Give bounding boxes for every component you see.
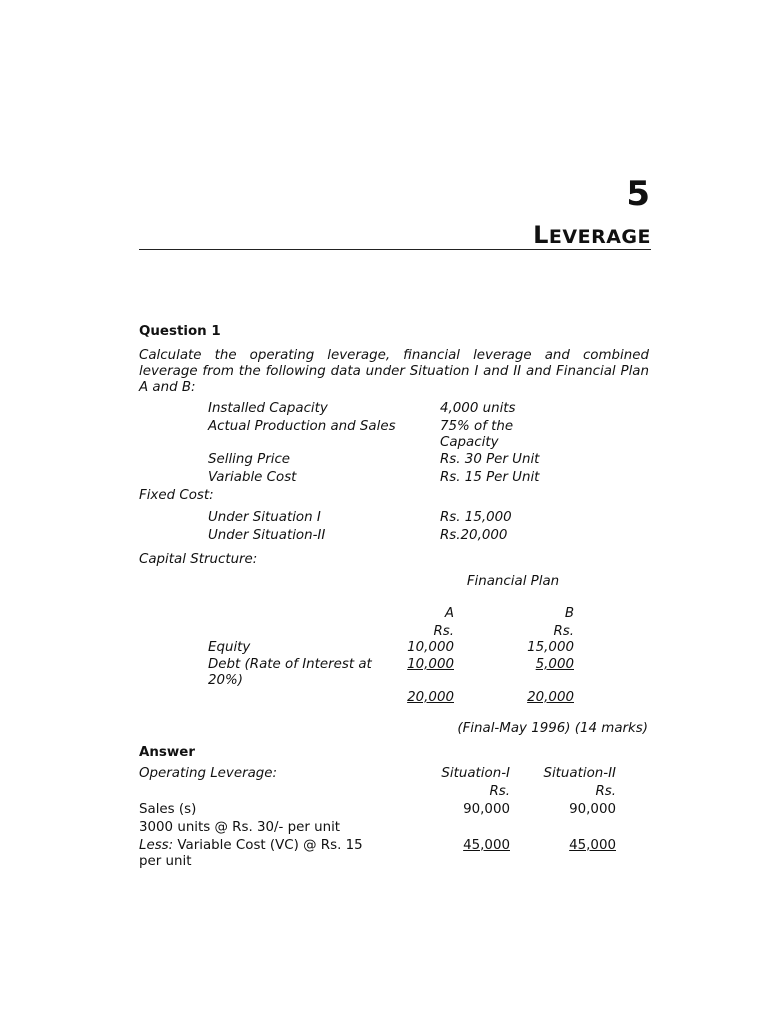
fixed-cost-label: Fixed Cost:: [139, 488, 214, 503]
sales-note: 3000 units @ Rs. 30/- per unit: [139, 820, 341, 835]
vc-situation-1: [420, 838, 510, 854]
sales-situation-2: 90,000: [569, 802, 616, 817]
situation-2-header: Situation-II: [543, 766, 616, 781]
fixed-cost-value-situation-2: Rs.20,000: [440, 528, 508, 543]
equity-plan-a: 10,000: [407, 640, 454, 655]
question-text: Calculate the operating leverage, financial leverage and combined leverage from the following data under Situation I and II and Financial Plan A and B:: [139, 348, 649, 395]
debt-plan-b: [515, 657, 574, 673]
situation-1-currency: Rs.: [489, 784, 510, 799]
capital-label-equity: Equity: [208, 640, 251, 655]
chapter-title-initial: L: [533, 221, 549, 249]
question-source: (Final-May 1996) (14 marks): [457, 721, 648, 736]
sales-label: Sales (s): [139, 802, 197, 817]
situation-2-currency: Rs.: [595, 784, 616, 799]
plan-a-header: A: [444, 606, 454, 621]
total-plan-a: [395, 690, 454, 706]
total-plan-b: [515, 690, 574, 706]
plan-b-header: B: [564, 606, 574, 621]
chapter-title-rest: EVERAGE: [548, 226, 651, 248]
chapter-title: [440, 222, 651, 250]
less-prefix: Less:: [139, 838, 174, 853]
data-label-selling-price: Selling Price: [208, 452, 291, 467]
situation-1-header: Situation-I: [441, 766, 510, 781]
fixed-cost-label-situation-1: Under Situation I: [208, 510, 321, 525]
plan-b-currency: Rs.: [553, 624, 574, 639]
title-rule: [139, 249, 651, 250]
plan-a-currency: Rs.: [433, 624, 454, 639]
less-variable-cost-label: [139, 838, 369, 870]
sales-situation-1: 90,000: [463, 802, 510, 817]
vc-situation-2: [520, 838, 616, 854]
data-value-selling-price: Rs. 30 Per Unit: [440, 452, 540, 467]
chapter-number: 5: [626, 174, 650, 214]
vc-situation-2-value: 45,000: [569, 838, 616, 853]
total-plan-b-value: 20,000: [527, 690, 574, 705]
variable-cost-text: Variable Cost (VC) @ Rs. 15 per unit: [139, 838, 363, 869]
data-value-variable-cost: Rs. 15 Per Unit: [440, 470, 540, 485]
financial-plan-header: Financial Plan: [466, 574, 560, 589]
vc-situation-1-value: 45,000: [463, 838, 510, 853]
debt-plan-b-value: 5,000: [535, 657, 574, 672]
capital-label-debt: Debt (Rate of Interest at 20%): [208, 657, 372, 688]
data-label-actual-production: Actual Production and Sales: [208, 419, 396, 434]
answer-heading: Answer: [139, 745, 195, 760]
capital-structure-label: Capital Structure:: [139, 552, 258, 567]
fixed-cost-value-situation-1: Rs. 15,000: [440, 510, 512, 525]
debt-plan-a-value: 10,000: [407, 657, 454, 672]
fixed-cost-label-situation-2: Under Situation-II: [208, 528, 326, 543]
operating-leverage-label: Operating Leverage:: [139, 766, 278, 781]
equity-plan-b: 15,000: [527, 640, 574, 655]
data-value-installed-capacity: 4,000 units: [440, 401, 516, 416]
data-label-variable-cost: Variable Cost: [208, 470, 297, 485]
total-plan-a-value: 20,000: [407, 690, 454, 705]
data-value-actual-production: 75% of the Capacity: [440, 419, 514, 450]
question-heading: Question 1: [139, 324, 221, 339]
debt-plan-a: [395, 657, 454, 673]
data-label-installed-capacity: Installed Capacity: [208, 401, 328, 416]
